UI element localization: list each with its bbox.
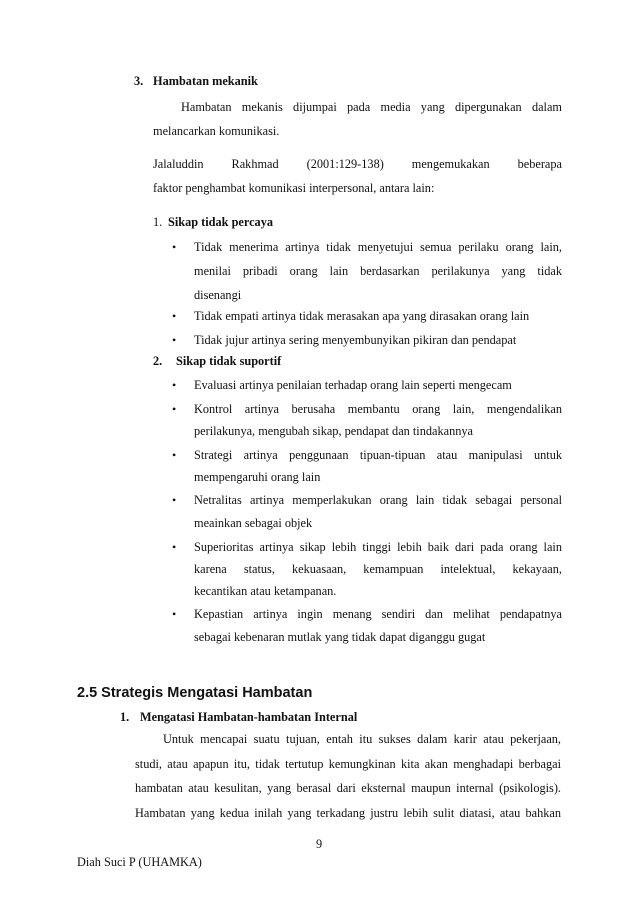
list-item-line: menilai pribadi orang lain berdasarkan perilakunya yang tidak <box>194 264 562 278</box>
bullet-icon: • <box>172 402 177 416</box>
bullet-icon: • <box>172 493 177 507</box>
list-item-line: Evaluasi artinya penilaian terhadap orang lain seperti mengecam <box>194 378 512 392</box>
paragraph-line: Hambatan yang kedua inilah yang terkadang justru lebih sulit diatasi, atau bahkan <box>135 806 561 820</box>
word: beberapa <box>517 157 562 171</box>
word: Jalaluddin <box>153 157 204 171</box>
page-number: 9 <box>316 837 323 851</box>
list-item-line: meainkan sebagai objek <box>194 516 313 530</box>
paragraph-line: Hambatan mekanis dijumpai pada media yang dipergunakan dalam <box>181 100 562 114</box>
paragraph-line <box>153 157 562 172</box>
paragraph-line: studi, atau apapun itu, tidak tertutup kemungkinan kita akan menghadapi berbagai <box>135 757 561 771</box>
bullet-icon: • <box>172 540 177 554</box>
list-item-line: Kepastian artinya ingin menang sendiri dan melihat pendapatnya <box>194 607 562 621</box>
list-number: 1. <box>153 215 163 229</box>
bullet-icon: • <box>172 240 177 254</box>
section-heading: 2.5 Strategis Mengatasi Hambatan <box>77 685 313 701</box>
bullet-icon: • <box>172 378 177 392</box>
paragraph-line: Untuk mencapai suatu tujuan, entah itu sukses dalam karir atau pekerjaan, <box>163 732 561 746</box>
list-item-line: Kontrol artinya berusaha membantu orang lain, mengendalikan <box>194 402 562 416</box>
subsection-title: Mengatasi Hambatan-hambatan Internal <box>140 710 358 724</box>
bullet-icon: • <box>172 333 177 347</box>
list-item-line: disenangi <box>194 288 242 302</box>
list-item-line: Superioritas artinya sikap lebih tinggi lebih baik dari pada orang lain <box>194 540 562 554</box>
item-number: 3. <box>134 74 144 88</box>
bullet-icon: • <box>172 448 177 462</box>
list-item-line: mempengaruhi orang lain <box>194 470 321 484</box>
list-item-line: Tidak jujur artinya sering menyembunyikan pikiran dan pendapat <box>194 333 517 347</box>
paragraph-line: faktor penghambat komunikasi interpersonal, antara lain: <box>153 181 435 195</box>
bullet-icon: • <box>172 309 177 323</box>
word: Rakhmad <box>231 157 279 171</box>
list-title: Sikap tidak suportif <box>176 354 282 368</box>
word: (2001:129-138) <box>306 157 384 171</box>
bullet-icon: • <box>172 607 177 621</box>
subsection-title: Hambatan mekanik <box>153 74 258 88</box>
list-item-line: Strategi artinya penggunaan tipuan-tipuan atau manipulasi untuk <box>194 448 562 462</box>
list-item-line: kecantikan atau ketampanan. <box>194 584 337 598</box>
list-item-line: karena status, kekuasaan, kemampuan intelektual, kekayaan, <box>194 562 562 576</box>
list-number: 2. <box>153 354 163 368</box>
list-title: Sikap tidak percaya <box>168 215 274 229</box>
list-item-line: perilakunya, mengubah sikap, pendapat dan tindakannya <box>194 424 473 438</box>
list-item-line: sebagai kebenaran mutlak yang tidak dapat diganggu gugat <box>194 630 486 644</box>
sub-number: 1. <box>120 710 130 724</box>
paragraph-line: hambatan atau kesulitan, yang berasal dari eksternal maupun internal (psikologis). <box>135 781 561 795</box>
paragraph-line: melancarkan komunikasi. <box>153 124 280 138</box>
footer-author: Diah Suci P (UHAMKA) <box>77 855 202 869</box>
list-item-line: Netralitas artinya memperlakukan orang lain tidak sebagai personal <box>194 493 562 507</box>
list-item-line: Tidak menerima artinya tidak menyetujui semua perilaku orang lain, <box>194 240 562 254</box>
list-item-line: Tidak empati artinya tidak merasakan apa yang dirasakan orang lain <box>194 309 530 323</box>
word: mengemukakan <box>411 157 490 171</box>
